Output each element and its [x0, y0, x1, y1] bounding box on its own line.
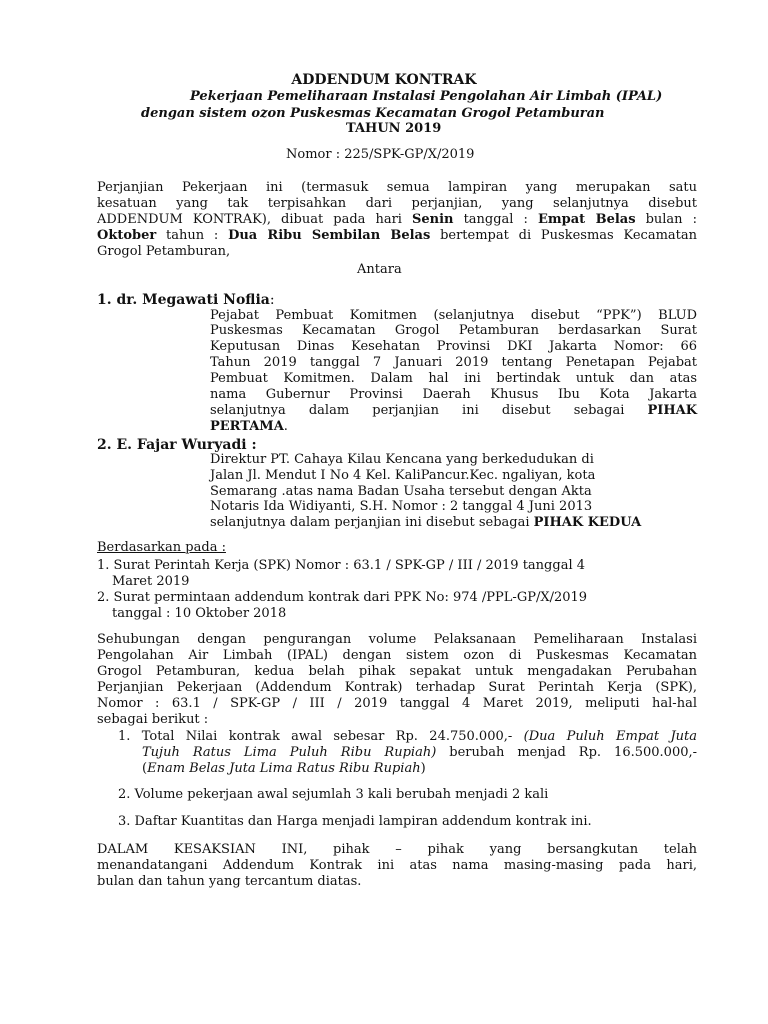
document-title: ADDENDUM KONTRAK	[291, 72, 477, 88]
basis-item-2-line-1: 2. Surat permintaan addendum kontrak dari PPK No: 974 /PPL-GP/X/2019	[97, 590, 588, 605]
party1-line-3: Keputusan Dinas Kesehatan Provinsi DKI Jakarta Nomor: 66	[210, 339, 697, 354]
intro-text: tanggal :	[453, 212, 538, 227]
body-line-5: Nomor : 63.1 / SPK-GP / III / 2019 tanggal 4 Maret 2019, meliputi hal-hal	[97, 696, 697, 711]
party1-line-2: Puskesmas Kecamatan Grogol Petamburan berdasarkan Surat	[210, 323, 697, 338]
party1-name: 1. dr. Megawati Noflia	[97, 292, 270, 308]
intro-year: Dua Ribu Sembilan Belas	[228, 228, 431, 243]
intro-line-5: Grogol Petamburan,	[97, 244, 231, 259]
document-subtitle-line1: Pekerjaan Pemeliharaan Instalasi Pengolahan Air Limbah (IPAL)	[190, 89, 663, 104]
basis-item-2-line-2: tanggal : 10 Oktober 2018	[112, 606, 287, 621]
document-number: Nomor : 225/SPK-GP/X/2019	[286, 147, 475, 162]
party2-line-1: Direktur PT. Cahaya Kilau Kencana yang berkedudukan di	[210, 452, 594, 467]
document-year: TAHUN 2019	[346, 121, 442, 136]
party1-role: PERTAMA	[210, 419, 284, 434]
intro-month: Oktober	[97, 228, 157, 243]
party1-role: PIHAK	[647, 403, 697, 418]
party1-text: .	[283, 419, 288, 434]
document-subtitle-line2: dengan sistem ozon Puskesmas Kecamatan Grogol Petamburan	[141, 106, 605, 121]
intro-date: Empat Belas	[537, 212, 636, 227]
change-item-3: 3. Daftar Kuantitas dan Harga menjadi lampiran addendum kontrak ini.	[118, 814, 592, 829]
change-amount-words: (Dua Puluh Empat Juta	[523, 729, 698, 744]
change-amount-words: Tujuh Ratus Lima Puluh Ribu Rupiah)	[142, 745, 437, 760]
party1-colon: :	[269, 292, 275, 308]
body-line-6: sebagai berikut :	[97, 712, 209, 727]
closing-line-2: menandatangani Addendum Kontrak ini atas nama masing-masing pada hari,	[97, 858, 697, 873]
party1-line-1: Pejabat Pembuat Komitmen (selanjutnya disebut “PPK”) BLUD	[210, 308, 697, 323]
party2-line-4: Notaris Ida Widiyanti, S.H. Nomor : 2 tanggal 4 Juni 2013	[210, 499, 593, 514]
change-text: berubah menjad Rp. 16.500.000,-	[436, 745, 698, 760]
party1-line-7	[210, 403, 697, 419]
party2-line-5	[210, 515, 641, 531]
intro-text: tahun :	[156, 228, 229, 243]
intro-line-4	[97, 228, 697, 244]
party1-line-6: nama Gubernur Provinsi Daerah Khusus Ibu Kota Jakarta	[210, 387, 697, 402]
change-item-1-line-2	[142, 745, 697, 761]
party1-line-8	[210, 419, 288, 435]
basis-heading: Berdasarkan pada :	[97, 540, 226, 555]
basis-item-1-line-1: 1. Surat Perintah Kerja (SPK) Nomor : 63.1 / SPK-GP / III / 2019 tanggal 4	[97, 558, 586, 573]
party2-role: PIHAK KEDUA	[533, 515, 642, 530]
body-line-3: Grogol Petamburan, kedua belah pihak sepakat untuk mengadakan Perubahan	[97, 664, 697, 679]
intro-text: bertempat di Puskesmas Kecamatan	[430, 228, 697, 243]
closing-line-3: bulan dan tahun yang tercantum diatas.	[97, 874, 362, 889]
intro-line-1: Perjanjian Pekerjaan ini (termasuk semua lampiran yang merupakan satu	[97, 180, 697, 195]
body-line-4: Perjanjian Pekerjaan (Addendum Kontrak) terhadap Surat Perintah Kerja (SPK),	[97, 680, 697, 695]
closing-line-1: DALAM KESAKSIAN INI, pihak – pihak yang bersangkutan telah	[97, 842, 697, 857]
change-item-2: 2. Volume pekerjaan awal sejumlah 3 kali berubah menjadi 2 kali	[118, 787, 549, 802]
body-line-2: Pengolahan Air Limbah (IPAL) dengan sistem ozon di Puskesmas Kecamatan	[97, 648, 697, 663]
change-item-1-line-1	[118, 729, 697, 745]
intro-day: Senin	[412, 212, 454, 227]
intro-text: bulan :	[635, 212, 697, 227]
party1-heading	[97, 292, 275, 308]
change-item-1-line-3	[142, 761, 426, 777]
basis-item-1-line-2: Maret 2019	[112, 574, 190, 589]
change-amount-words: Enam Belas Juta Lima Ratus Ribu Rupiah	[147, 761, 421, 776]
intro-text: ADDENDUM KONTRAK), dibuat pada hari	[97, 212, 412, 227]
party2-line-3: Semarang .atas nama Badan Usaha tersebut dengan Akta	[210, 484, 592, 499]
party1-line-5: Pembuat Komitmen. Dalam hal ini bertindak untuk dan atas	[210, 371, 697, 386]
party1-text: selanjutnya dalam perjanjian ini disebut sebagai	[210, 403, 648, 418]
change-text: )	[420, 761, 426, 776]
party2-line-2: Jalan Jl. Mendut I No 4 Kel. KaliPancur.Kec. ngaliyan, kota	[210, 468, 596, 483]
antara-label: Antara	[357, 262, 402, 277]
intro-line-3	[97, 212, 697, 228]
change-text: (	[142, 761, 148, 776]
party2-heading: 2. E. Fajar Wuryadi :	[97, 437, 257, 453]
intro-line-2: kesatuan yang tak terpisahkan dari perjanjian, yang selanjutnya disebut	[97, 196, 697, 211]
change-text: 1. Total Nilai kontrak awal sebesar Rp. 24.750.000,-	[118, 729, 524, 744]
party2-text: selanjutnya dalam perjanjian ini disebut sebagai	[210, 515, 534, 530]
body-line-1: Sehubungan dengan pengurangan volume Pelaksanaan Pemeliharaan Instalasi	[97, 632, 697, 647]
party1-line-4: Tahun 2019 tanggal 7 Januari 2019 tentang Penetapan Pejabat	[210, 355, 697, 370]
